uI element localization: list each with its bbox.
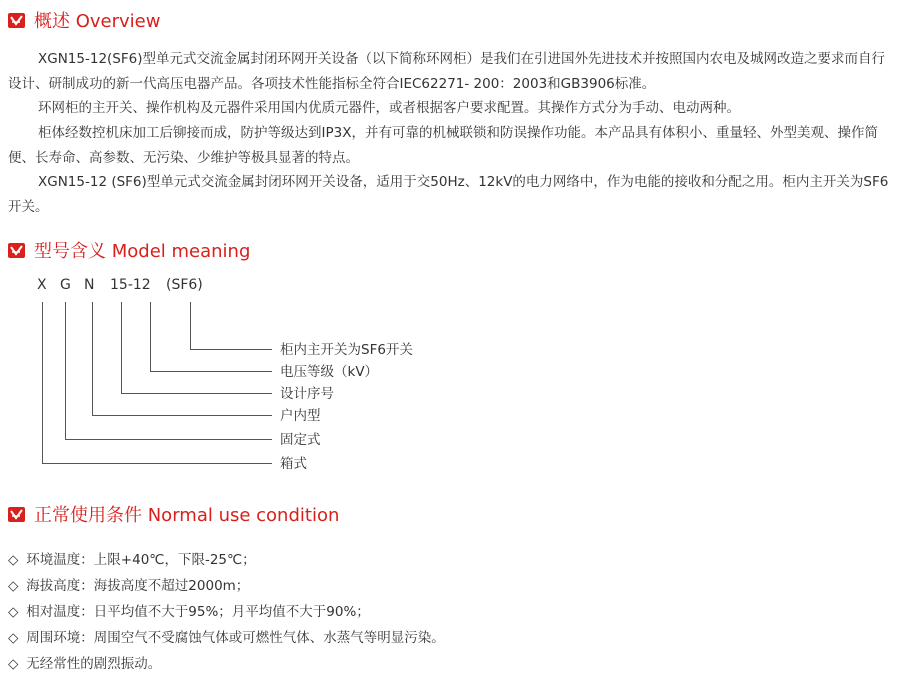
conditions-title-text: 正常使用条件 Normal use condition xyxy=(34,505,340,526)
condition-text: 相对温度：日平均值不大于95%；月平均值不大于90%； xyxy=(26,604,370,620)
overview-paragraph-3: 柜体经数控机床加工后铆接而成，防护等级达到IP3X，并有可靠的机械联锁和防误操作功能。本产品具有体积小、重量轻、外型美观、操作简便、长寿命、高参数、无污染、少维护等极具显著的特点。 xyxy=(8,125,878,166)
diamond-bullet-icon: ◇ xyxy=(8,656,19,672)
tree-line-serial xyxy=(122,302,273,394)
legend-serial: 设计序号 xyxy=(280,386,334,402)
legend-fixed: 固定式 xyxy=(280,432,321,448)
tree-line-indoor xyxy=(93,302,273,416)
condition-text: 环境温度：上限+40℃，下限-25℃； xyxy=(26,552,256,568)
model-code-sf6: (SF6) xyxy=(166,277,203,293)
legend-box: 箱式 xyxy=(280,456,307,472)
overview-paragraph-4: XGN15-12 (SF6)型单元式交流金属封闭环网开关设备，适用于交50Hz、12kV的电力网络中，作为电能的接收和分配之用。柜内主开关为SF6开关。 xyxy=(8,174,889,215)
diamond-bullet-icon: ◇ xyxy=(8,578,19,594)
model-title-text: 型号含义 Model meaning xyxy=(34,241,251,262)
legend-voltage: 电压等级（kV） xyxy=(280,364,379,380)
tree-line-fixed xyxy=(66,302,273,440)
diamond-bullet-icon: ◇ xyxy=(8,630,19,646)
condition-item xyxy=(8,549,256,571)
overview-title-text: 概述 Overview xyxy=(34,11,161,32)
model-code-x: X xyxy=(37,277,47,293)
section-badge-icon xyxy=(8,507,25,522)
model-code-n: N xyxy=(84,277,95,293)
conditions-section-title xyxy=(8,501,339,527)
diamond-bullet-icon: ◇ xyxy=(8,604,19,620)
overview-paragraph-2: 环网柜的主开关、操作机构及元器件采用国内优质元器件，或者根据客户要求配置。其操作方式分为手动、电动两种。 xyxy=(38,100,740,116)
legend-sf6: 柜内主开关为SF6开关 xyxy=(280,342,413,358)
condition-item xyxy=(8,601,370,623)
condition-text: 无经常性的剧烈振动。 xyxy=(26,656,162,672)
model-code-rating: 15-12 xyxy=(110,277,151,293)
condition-text: 周围环境：周围空气不受腐蚀气体或可燃性气体、水蒸气等明显污染。 xyxy=(26,630,445,646)
diamond-bullet-icon: ◇ xyxy=(8,552,19,568)
tree-line-voltage xyxy=(151,302,273,372)
overview-paragraph-1: XGN15-12(SF6)型单元式交流金属封闭环网开关设备（以下简称环网柜）是我们在引进国外先进技术并按照国内农电及城网改造之要求而自行设计、研制成功的新一代高压电器产品。各项技术性能指标全符合IEC62271- 200：2003和GB3906标准。 xyxy=(8,51,885,92)
model-code-g: G xyxy=(60,277,71,293)
condition-item xyxy=(8,575,249,597)
condition-item xyxy=(8,627,445,649)
condition-text: 海拔高度：海拔高度不超过2000m； xyxy=(26,578,250,594)
condition-item xyxy=(8,653,161,675)
tree-line-sf6 xyxy=(191,302,273,350)
legend-indoor: 户内型 xyxy=(280,408,321,424)
